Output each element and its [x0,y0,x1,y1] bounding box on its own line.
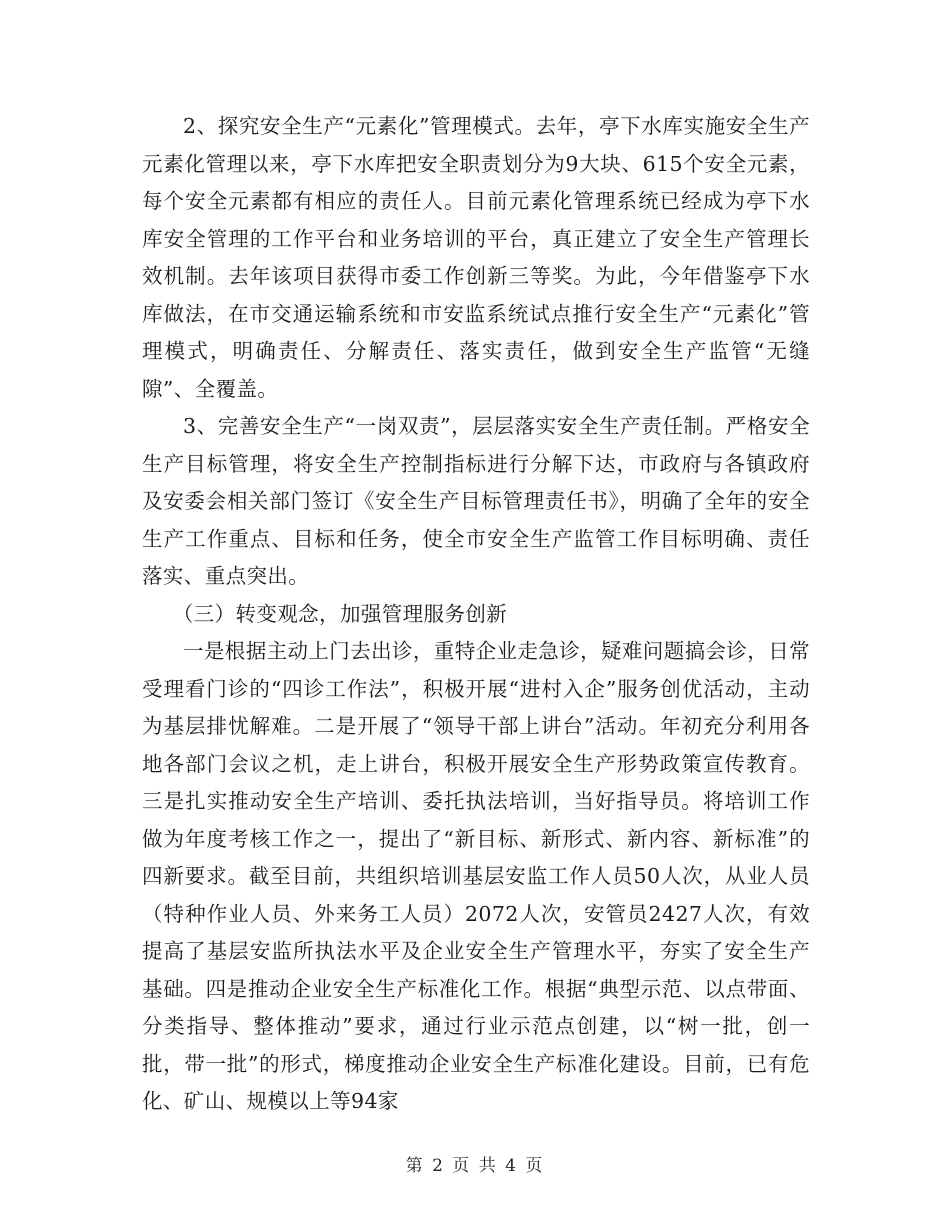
paragraph-element-management: 2、探究安全生产“元素化”管理模式。去年，亭下水库实施安全生产元素化管理以来，亭下水库把安全职责划分为9大块、615个安全元素，每个安全元素都有相应的责任人。目前元素化管理系统已经成为亭下水库安全管理的工作平台和业务培训的平台，真正建立了安全生产管理长效机制。去年该项目获得市委工作创新三等奖。为此，今年借鉴亭下水库做法，在市交通运输系统和市安监系统试点推行安全生产“元素化”管理模式，明确责任、分解责任、落实责任，做到安全生产监管“无缝隙”、全覆盖。 [142,114,810,401]
paragraph-responsibility: 3、完善安全生产“一岗双责”，层层落实安全生产责任制。严格安全生产目标管理，将安全生产控制指标进行分解下达，市政府与各镇政府及安委会相关部门签订《安全生产目标管理责任书》，明确了全年的安全生产工作重点、目标和任务，使全市安全生产监管工作目标明确、责任落实、重点突出。 [142,414,810,588]
section-heading: （三）转变观念，加强管理服务创新 [172,601,508,626]
paragraph-service-innovation: 一是根据主动上门去出诊，重特企业走急诊，疑难问题搞会诊，日常受理看门诊的“四诊工作法”，积极开展“进村入企”服务创优活动，主动为基层排忧解难。二是开展了“领导干部上讲台”活动。年初充分利用各地各部门会议之机，走上讲台，积极开展安全生产形势政策宣传教育。三是扎实推动安全生产培训、委托执法培训，当好指导员。将培训工作做为年度考核工作之一，提出了“新目标、新形式、新内容、新标准”的四新要求。截至目前，共组织培训基层安监工作人员50人次，从业人员（特种作业人员、外来务工人员）2072人次，安管员2427人次，有效提高了基层安监所执法水平及企业安全生产管理水平，夯实了安全生产基础。四是推动企业安全生产标准化工作。根据“典型示范、以点带面、分类指导、整体推动”要求，通过行业示范点创建，以“树一批，创一批，带一批”的形式，梯度推动企业安全生产标准化建设。目前，已有危化、矿山、规模以上等94家 [142,639,810,1113]
page-footer: 第 2 页 共 4 页 [405,1156,545,1176]
document-body [142,108,810,1121]
